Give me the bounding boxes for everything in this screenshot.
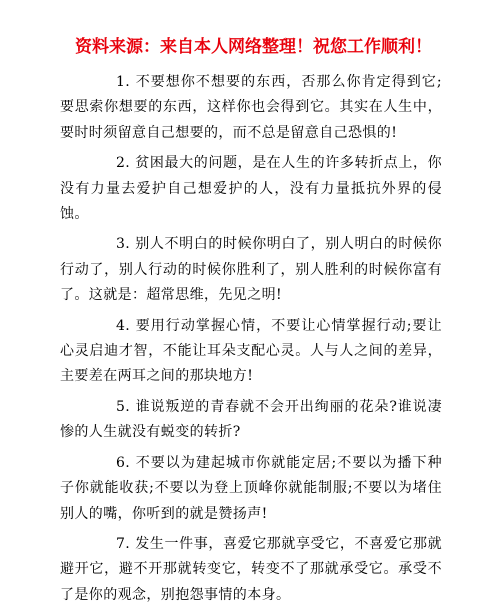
item-number: 7. bbox=[116, 535, 131, 552]
item-text: 不要以为建起城市你就能定居;不要以为播下种子你就能收获;不要以为登上顶峰你就能制服;不要以为堵住别人的嘴，你听到的就是赞扬声! bbox=[60, 454, 442, 522]
item-text: 谁说叛逆的青春就不会开出绚丽的花朵?谁说凄惨的人生就没有蜕变的转折? bbox=[60, 398, 443, 441]
item-text: 要用行动掌握心情，不要让心情掌握行动;要让心灵启迪才智，不能让耳朵支配心灵。人与人之间的差异，主要差在两耳之间的那块地方! bbox=[60, 317, 442, 385]
item-number: 3. bbox=[116, 236, 131, 253]
list-item bbox=[60, 395, 442, 446]
item-text: 发生一件事，喜爱它那就享受它，不喜爱它那就避开它，避不开那就转变它，转变不了那就承受它。承受不了是你的观念，别抱怨事情的本身。 bbox=[60, 535, 442, 603]
item-number: 2. bbox=[116, 155, 131, 172]
item-number: 5. bbox=[116, 398, 131, 415]
item-text: 贫困最大的问题，是在人生的许多转折点上，你没有力量去爱护自己想爱护的人，没有力量抵抗外界的侵蚀。 bbox=[60, 155, 442, 223]
list-item bbox=[60, 151, 442, 227]
list-item bbox=[60, 532, 442, 608]
item-text: 别人不明白的时候你明白了，别人明白的时候你行动了，别人行动的时候你胜利了，别人胜利的时候你富有了。这就是：超常思维，先见之明! bbox=[60, 236, 442, 304]
list-item bbox=[60, 314, 442, 390]
item-number: 4. bbox=[116, 317, 131, 334]
list-item bbox=[60, 232, 442, 308]
list-item bbox=[60, 451, 442, 527]
list-item bbox=[60, 70, 442, 146]
source-headline: 资料来源：来自本人网络整理！祝您工作顺利！ bbox=[75, 37, 432, 57]
item-number: 1. bbox=[116, 74, 131, 90]
item-number: 6. bbox=[116, 454, 131, 471]
item-text: 不要想你不想要的东西，否那么你肯定得到它;要思索你想要的东西，这样你也会得到它。其实在人生中，要时时须留意自己想要的，而不总是留意自己恐惧的! bbox=[60, 74, 442, 141]
